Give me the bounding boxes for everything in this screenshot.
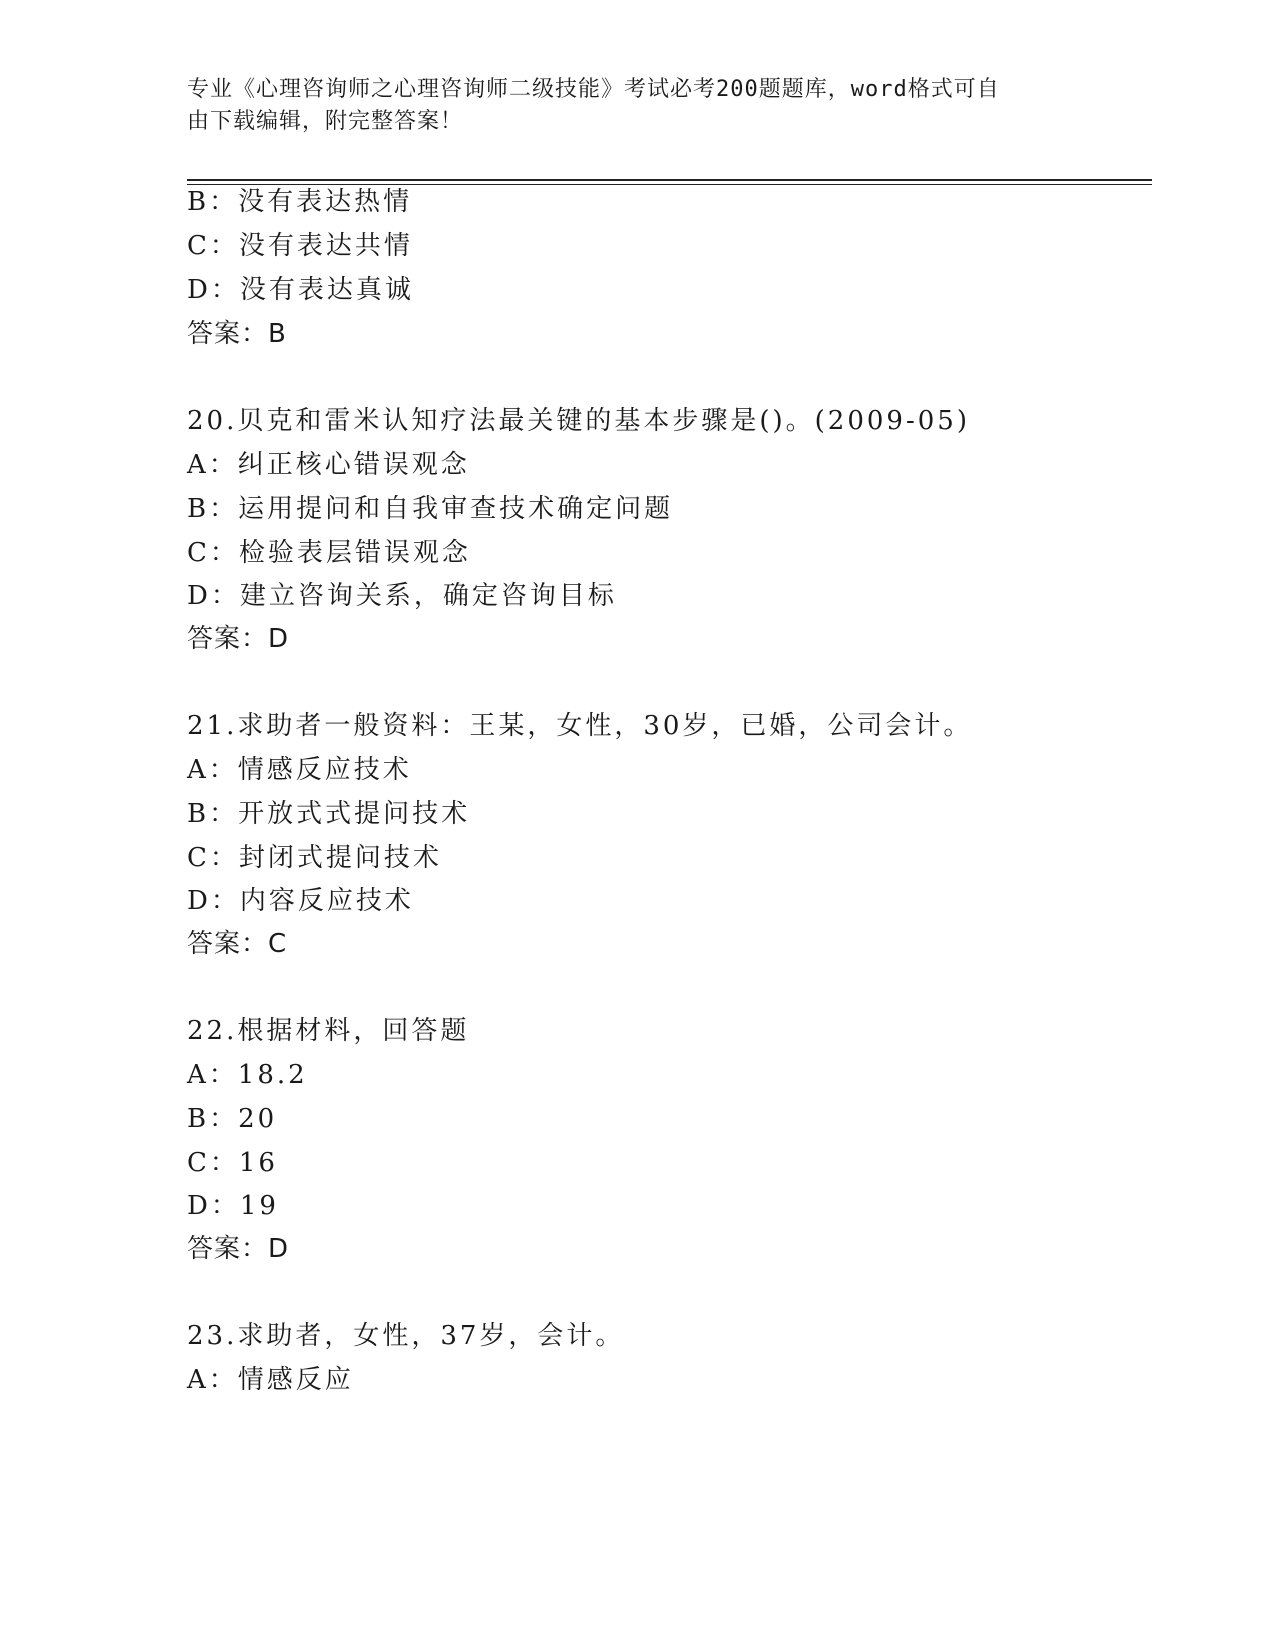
- option-d: D：建立咨询关系，确定咨询目标: [187, 581, 617, 611]
- option-a: A：18.2: [187, 1060, 308, 1090]
- option-b: B：运用提问和自我审查技术确定问题: [187, 494, 674, 524]
- option-a: A：情感反应技术: [187, 755, 412, 785]
- option-c: C：检验表层错误观念: [187, 538, 471, 568]
- option-a: A：纠正核心错误观念: [187, 450, 470, 480]
- question-stem: 21.求助者一般资料：王某，女性，30岁，已婚，公司会计。: [187, 711, 973, 741]
- question-stem: 20.贝克和雷米认知疗法最关键的基本步骤是()。(2009-05): [187, 406, 970, 436]
- answer-line: 答案：C: [187, 929, 288, 959]
- option-b: B：没有表达热情: [187, 187, 413, 217]
- option-c: C：封闭式提问技术: [187, 843, 442, 873]
- option-d: D：内容反应技术: [187, 886, 414, 916]
- option-c: C：没有表达共情: [187, 231, 413, 261]
- header-divider-bottom: [187, 184, 1152, 185]
- document-header: [187, 74, 1087, 138]
- option-b: B：20: [187, 1104, 278, 1134]
- answer-line: 答案：D: [187, 1234, 290, 1264]
- question-stem: 22.根据材料，回答题: [187, 1016, 470, 1046]
- option-b: B：开放式式提问技术: [187, 799, 471, 829]
- header-line-2: 由下载编辑，附完整答案！: [187, 109, 464, 134]
- option-a: A：情感反应: [187, 1365, 354, 1395]
- option-d: D：19: [187, 1191, 279, 1221]
- header-divider-top: [187, 179, 1152, 181]
- option-c: C：16: [187, 1148, 278, 1178]
- answer-line: 答案：D: [187, 624, 290, 654]
- option-d: D：没有表达真诚: [187, 275, 414, 305]
- question-stem: 23.求助者，女性，37岁，会计。: [187, 1321, 625, 1351]
- header-line-1: 专业《心理咨询师之心理咨询师二级技能》考试必考200题题库，word格式可自: [187, 77, 1000, 102]
- answer-line: 答案：B: [187, 319, 287, 349]
